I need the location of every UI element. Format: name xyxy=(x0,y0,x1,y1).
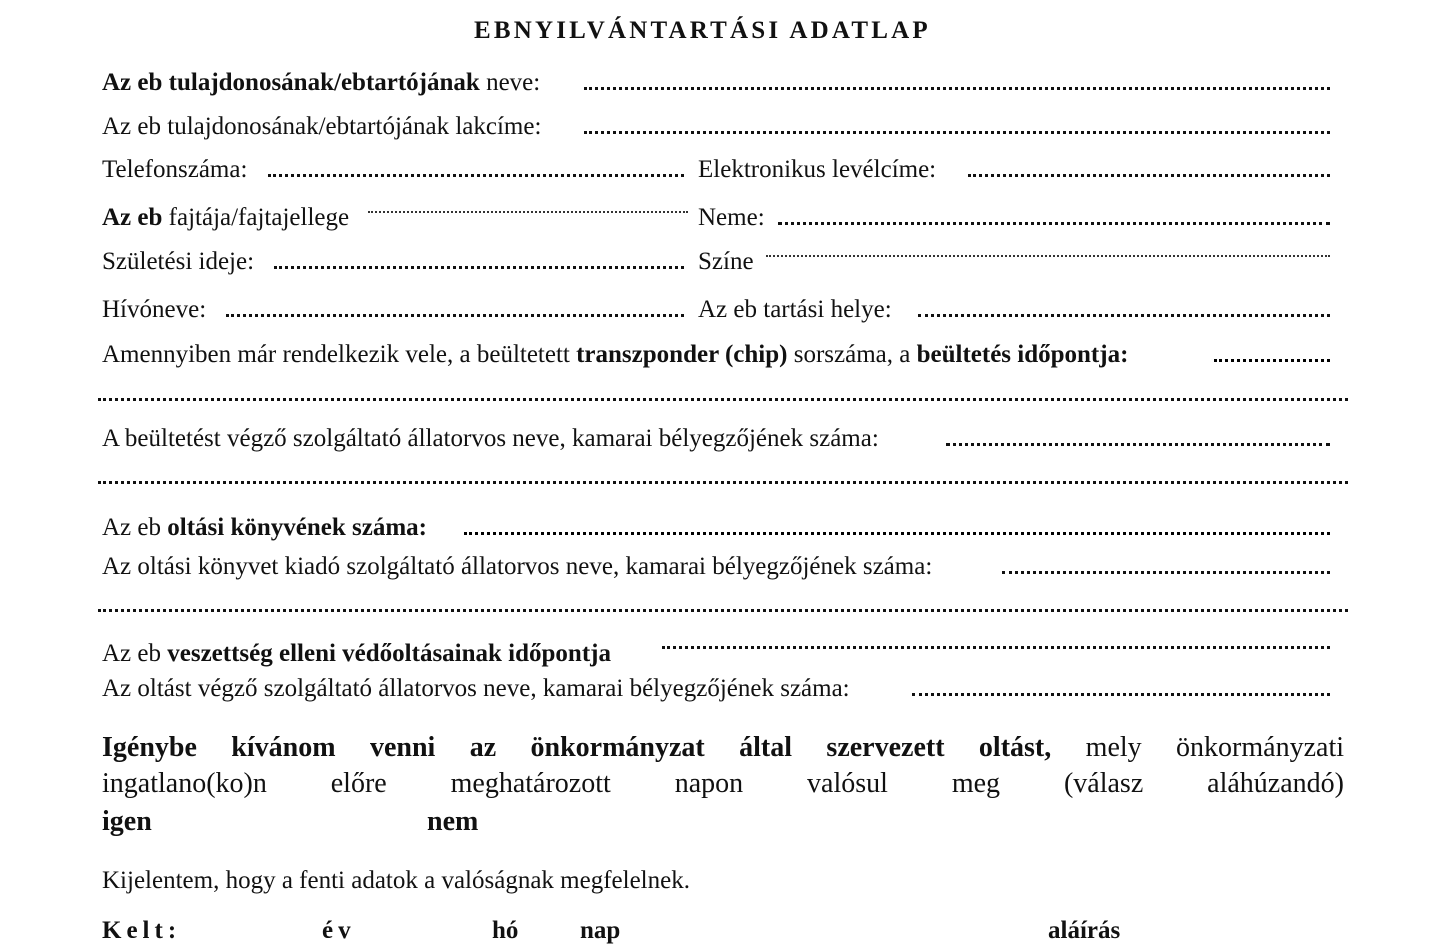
owner-name-label-rest: neve: xyxy=(486,69,541,96)
sex-label: Neme: xyxy=(698,204,765,231)
answer-no[interactable]: nem xyxy=(427,806,479,837)
owner-name-label-bold: Az eb tulajdonosának/ebtartójának xyxy=(102,69,480,96)
book-vet-label: Az oltási könyvet kiadó szolgáltató állatorvos neve, kamarai bélyegzőjének száma: xyxy=(102,553,933,580)
vacc-book-field[interactable] xyxy=(464,532,1330,535)
book-vet-field-line[interactable] xyxy=(98,609,1348,612)
breed-label-rest: fajtája/fajtajellege xyxy=(168,204,350,231)
chip-field-line[interactable] xyxy=(98,398,1348,401)
color-field[interactable] xyxy=(766,255,1330,257)
call-name-field[interactable] xyxy=(226,314,684,317)
implant-vet-label: A beültetést végző szolgáltató állatorvos neve, kamarai bélyegzőjének száma: xyxy=(102,425,879,452)
chip-label-1: Amennyiben már rendelkezik vele, a beültetett xyxy=(102,341,570,368)
breed-field[interactable] xyxy=(368,211,688,213)
phone-label: Telefonszáma: xyxy=(102,156,248,183)
owner-address-label: Az eb tulajdonosának/ebtartójának lakcíme: xyxy=(102,113,542,140)
vacc-book-label xyxy=(102,515,427,540)
request-paragraph xyxy=(102,730,1344,802)
rabies-label-1: Az eb xyxy=(102,640,161,667)
implant-vet-field-line[interactable] xyxy=(98,481,1348,484)
day-label: nap xyxy=(580,917,621,944)
birth-field[interactable] xyxy=(274,266,684,269)
answer-yes[interactable]: igen xyxy=(102,806,152,837)
owner-name-label xyxy=(102,70,540,95)
vacc-book-label-1: Az eb xyxy=(102,514,161,541)
chip-label-3: sorszáma, a xyxy=(793,341,911,368)
rabies-vet-label: Az oltást végző szolgáltató állatorvos neve, kamarai bélyegzőjének száma: xyxy=(102,675,850,702)
call-name-label: Hívóneve: xyxy=(102,296,207,323)
email-field[interactable] xyxy=(968,174,1330,177)
owner-address-field[interactable] xyxy=(584,131,1330,134)
book-vet-field[interactable] xyxy=(1002,571,1330,574)
chip-label xyxy=(102,342,1128,367)
email-label: Elektronikus levélcíme: xyxy=(698,156,937,183)
request-bold: Igénybe kívánom venni az önkormányzat által szervezett oltást, xyxy=(102,732,1052,763)
month-label: hó xyxy=(492,917,519,944)
breed-label xyxy=(102,205,349,230)
declaration: Kijelentem, hogy a fenti adatok a valóságnak megfelelnek. xyxy=(102,867,690,894)
birth-label: Születési ideje: xyxy=(102,248,255,275)
rabies-label xyxy=(102,641,611,666)
implant-vet-field[interactable] xyxy=(946,443,1330,446)
signature-label: aláírás xyxy=(1048,917,1121,944)
page-title: EBNYILVÁNTARTÁSI ADATLAP xyxy=(474,17,931,44)
color-label: Színe xyxy=(698,248,754,275)
sex-field[interactable] xyxy=(778,222,1330,225)
rabies-label-2: veszettség elleni védőoltásainak időpontja xyxy=(167,640,611,667)
keeping-place-label: Az eb tartási helye: xyxy=(698,296,892,323)
vacc-book-label-2: oltási könyvének száma: xyxy=(167,514,427,541)
keeping-place-field[interactable] xyxy=(918,314,1330,317)
dated-label: Kelt: xyxy=(102,917,182,944)
year-label: év xyxy=(322,917,356,944)
breed-label-bold: Az eb xyxy=(102,204,163,231)
chip-label-4: beültetés időpontja: xyxy=(916,341,1129,368)
chip-date-field[interactable] xyxy=(1214,359,1330,362)
rabies-vet-field[interactable] xyxy=(912,693,1330,696)
request-rest: mely önkormányzati xyxy=(1085,732,1345,763)
rabies-date-field[interactable] xyxy=(662,646,1330,649)
phone-field[interactable] xyxy=(268,174,684,177)
request-line-2: ingatlano(ko)n előre meghatározott napon valósul meg (válasz aláhúzandó) xyxy=(102,768,1344,799)
chip-label-2: transzponder (chip) xyxy=(576,341,788,368)
owner-name-field[interactable] xyxy=(584,87,1330,90)
